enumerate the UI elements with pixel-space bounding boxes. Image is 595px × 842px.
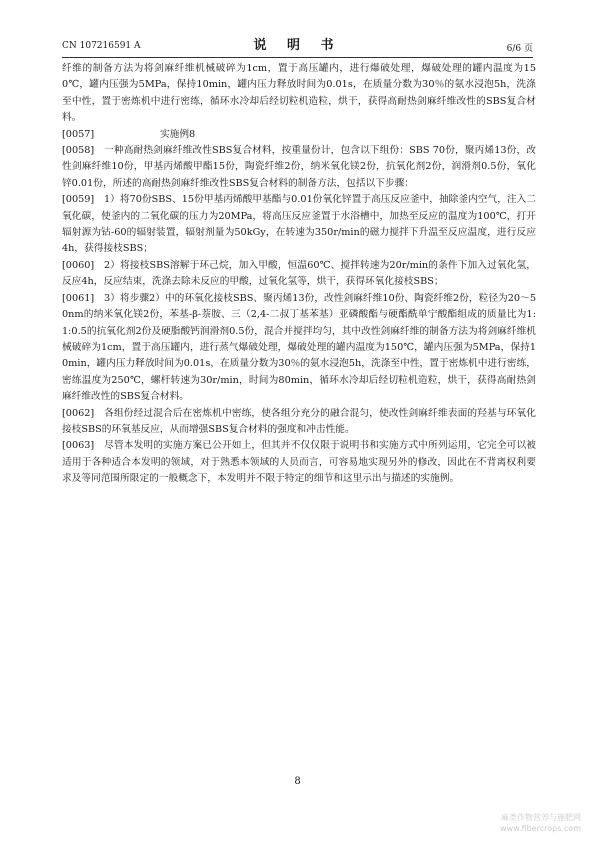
paragraph-text: 3）将步骤2）中的环氧化接枝SBS、聚丙烯13份，改性剑麻纤维10份、陶瓷纤维2份，粒径为20～50nm的纳米氧化镁2份，苯基-β-萘胺、三（2,4-二叔丁基苯基）亚磷酸酯与硬酯酰单宁酸酯组成的质量比为1:1:0.5的抗氧化剂2份及硬脂酸钙润滑剂0.5份，混合并搅拌均匀，其中改性剑麻纤维的制备方法为将剑麻纤维机械破碎为1cm，置于高压罐内，进行蒸气爆破处理，爆破处理的罐内温度为150℃，罐内压强为5MPa，保持10min，罐内压力释放时间为0.01s，在质量分数为30％的氨水浸泡5h，洗涤至中性，置于密炼机中进行密练，密练温度为250℃，螺杆转速为30r/min，时间为80min，循环水冷却后经切粒机造粒，烘干，获得高耐热剑麻纤维改性的SBS复合材料。 [62, 292, 536, 403]
document-title: 说 明 书 [253, 38, 342, 53]
watermark-name: 麻类作物营养与施肥网 [501, 813, 581, 822]
paragraph-number: [0059] [62, 194, 95, 206]
paragraph-text: 各组份经过混合后在密炼机中密练，使各组分充分的融合混匀，使改性剑麻纤维表面的羟基与环氧化接枝SBS的环氧基反应，从而增强SBS复合材料的强度和冲击性能。 [62, 407, 536, 435]
paragraph-number: [0061] [62, 292, 95, 304]
paragraph-text: 2）将接枝SBS溶解于环己烷，加入甲酸，恒温60℃、搅拌转速为20r/min的条件下加入过氧化氢，反应4h，反应结束，洗涤去除未反应的甲酸，过氧化氢等，烘干，获得环氧化接枝SBS； [62, 259, 536, 288]
header-divider [62, 57, 533, 58]
paragraph-0061 [62, 291, 536, 406]
paragraph-number: [0062] [62, 407, 95, 419]
paragraph-0063 [62, 438, 536, 487]
page-indicator: 6/6 页 [506, 44, 533, 54]
page-number: 8 [294, 776, 301, 787]
paragraph-0059 [62, 192, 536, 258]
paragraph-text: 纤维的制备方法为将剑麻纤维机械破碎为1cm，置于高压罐内，进行爆破处理，爆破处理的罐内温度为150℃，罐内压强为5MPa，保持10min，罐内压力释放时间为0.01s，在质量分数为30％的氨水浸泡5h，洗涤至中性，置于密炼机中进行密练，循环水冷却后经切粒机造粒，烘干，获得高耐热剑麻纤维改性的SBS复合材料。 [62, 63, 536, 124]
paragraph-number: [0060] [62, 259, 95, 271]
document-number: CN 107216591 A [62, 41, 141, 51]
paragraph-number: [0057] [62, 128, 95, 140]
paragraph-text: 1）将70份SBS、15份甲基丙烯酸甲基酯与0.01份氧化锌置于高压反应釜中，抽除釜内空气，注入二氧化碳，使釜内的二氧化碳的压力为20MPa，将高压反应釜置于水浴槽中，加热至反应的温度为100℃，打开辐射源为钴-60的辐射装置，辐射剂量为50kGy，在转速为350r/min的磁力搅拌下升温至反应温度，进行反应4h，获得接枝SBS； [62, 194, 536, 255]
watermark-url: www.fibercrops.com [500, 824, 581, 833]
document-body [62, 61, 536, 488]
paragraph-text: 尽管本发明的实施方案已公开如上，但其并不仅仅限于说明书和实施方式中所列运用，它完全可以被适用于各种适合本发明的领域，对于熟悉本领域的人员而言，可容易地实现另外的修改，因此在不背离权利要求及等同范围所限定的一般概念下，本发明并不限于特定的细节和这里示出与描述的实施例。 [62, 440, 536, 485]
paragraph-0060 [62, 258, 536, 291]
paragraph-0057 [62, 127, 536, 143]
page-header [62, 40, 533, 54]
paragraph-number: [0058] [62, 145, 95, 157]
paragraph [62, 61, 536, 127]
paragraph-number: [0063] [62, 440, 95, 452]
paragraph-text: 一种高耐热剑麻纤维改性SBS复合材料，按重量份计，包含以下组份：SBS 70份，聚丙烯13份，改性剑麻纤维10份，甲基丙烯酸甲酯15份，陶瓷纤维2份，纳米氧化镁2份，抗氧化剂2份，润滑剂0.5份，氧化锌0.01份，所述的高耐热剑麻纤维改性SBS复合材料的制备方法，包括以下步骤： [62, 145, 536, 189]
paragraph-text: 实施例8 [160, 128, 196, 140]
paragraph-0062 [62, 406, 536, 439]
paragraph-0058 [62, 143, 536, 192]
site-watermark [500, 812, 581, 834]
